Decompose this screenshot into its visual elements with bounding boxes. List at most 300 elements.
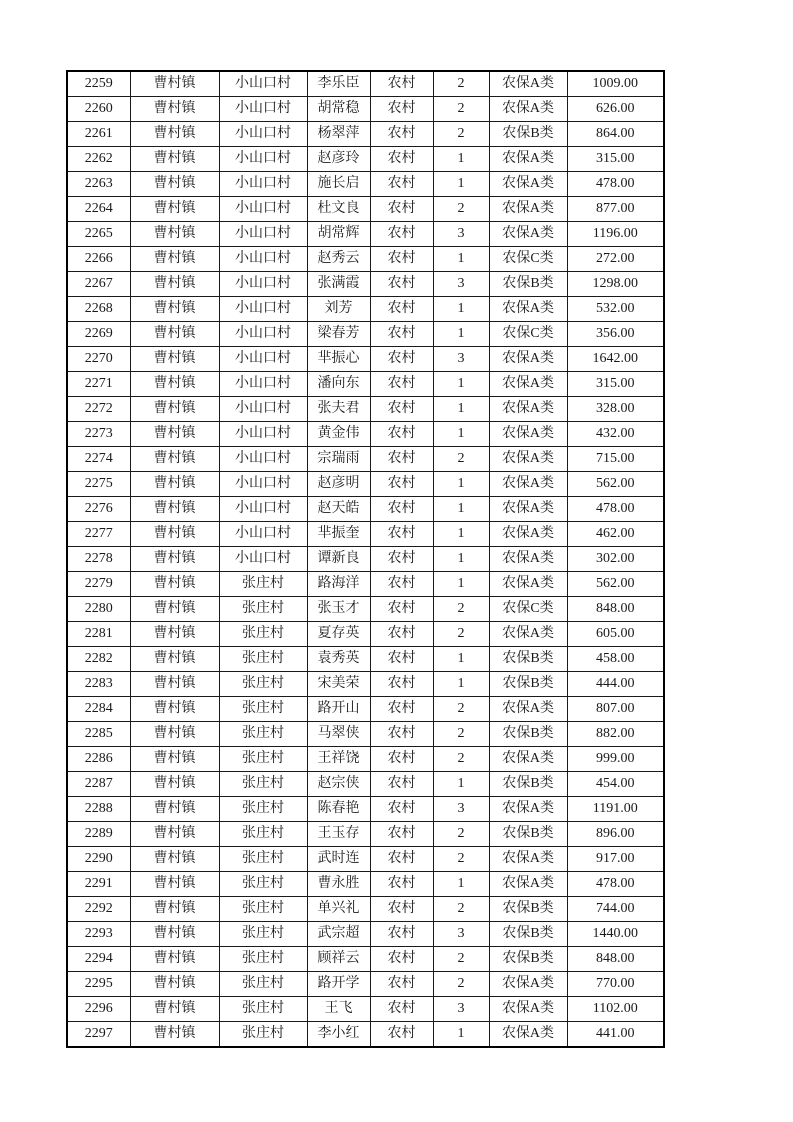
amount-cell: 1191.00 xyxy=(567,797,664,822)
serial-number-cell: 2272 xyxy=(67,397,130,422)
serial-number-cell: 2296 xyxy=(67,997,130,1022)
person-count-cell: 3 xyxy=(433,997,489,1022)
insurance-category-cell: 农保B类 xyxy=(489,922,567,947)
person-count-cell: 1 xyxy=(433,547,489,572)
person-count-cell: 1 xyxy=(433,497,489,522)
village-cell: 张庄村 xyxy=(219,822,307,847)
amount-cell: 1009.00 xyxy=(567,71,664,97)
person-count-cell: 1 xyxy=(433,172,489,197)
person-name-cell: 赵天皓 xyxy=(307,497,370,522)
person-count-cell: 1 xyxy=(433,572,489,597)
insurance-category-cell: 农保A类 xyxy=(489,622,567,647)
town-cell: 曹村镇 xyxy=(130,947,219,972)
serial-number-cell: 2263 xyxy=(67,172,130,197)
village-cell: 张庄村 xyxy=(219,697,307,722)
insurance-category-cell: 农保A类 xyxy=(489,172,567,197)
table-row xyxy=(67,672,664,697)
residence-type-cell: 农村 xyxy=(370,797,433,822)
insurance-category-cell: 农保B类 xyxy=(489,272,567,297)
serial-number-cell: 2269 xyxy=(67,322,130,347)
residence-type-cell: 农村 xyxy=(370,847,433,872)
table-row xyxy=(67,947,664,972)
residence-type-cell: 农村 xyxy=(370,222,433,247)
residence-type-cell: 农村 xyxy=(370,772,433,797)
amount-cell: 605.00 xyxy=(567,622,664,647)
table-row xyxy=(67,322,664,347)
person-name-cell: 赵彦玲 xyxy=(307,147,370,172)
serial-number-cell: 2262 xyxy=(67,147,130,172)
person-count-cell: 2 xyxy=(433,697,489,722)
table-row xyxy=(67,697,664,722)
benefits-table xyxy=(66,70,665,1048)
village-cell: 小山口村 xyxy=(219,147,307,172)
town-cell: 曹村镇 xyxy=(130,522,219,547)
village-cell: 张庄村 xyxy=(219,722,307,747)
town-cell: 曹村镇 xyxy=(130,872,219,897)
residence-type-cell: 农村 xyxy=(370,972,433,997)
village-cell: 张庄村 xyxy=(219,622,307,647)
table-row xyxy=(67,397,664,422)
amount-cell: 626.00 xyxy=(567,97,664,122)
insurance-category-cell: 农保A类 xyxy=(489,372,567,397)
amount-cell: 315.00 xyxy=(567,147,664,172)
table-row xyxy=(67,772,664,797)
residence-type-cell: 农村 xyxy=(370,747,433,772)
residence-type-cell: 农村 xyxy=(370,572,433,597)
village-cell: 小山口村 xyxy=(219,247,307,272)
person-count-cell: 2 xyxy=(433,622,489,647)
insurance-category-cell: 农保A类 xyxy=(489,997,567,1022)
town-cell: 曹村镇 xyxy=(130,922,219,947)
table-row xyxy=(67,722,664,747)
insurance-category-cell: 农保B类 xyxy=(489,672,567,697)
person-count-cell: 2 xyxy=(433,722,489,747)
residence-type-cell: 农村 xyxy=(370,422,433,447)
town-cell: 曹村镇 xyxy=(130,322,219,347)
town-cell: 曹村镇 xyxy=(130,71,219,97)
person-name-cell: 张玉才 xyxy=(307,597,370,622)
person-name-cell: 芈振心 xyxy=(307,347,370,372)
serial-number-cell: 2267 xyxy=(67,272,130,297)
insurance-category-cell: 农保A类 xyxy=(489,347,567,372)
village-cell: 张庄村 xyxy=(219,597,307,622)
person-name-cell: 刘芳 xyxy=(307,297,370,322)
person-name-cell: 赵宗侠 xyxy=(307,772,370,797)
village-cell: 小山口村 xyxy=(219,347,307,372)
serial-number-cell: 2283 xyxy=(67,672,130,697)
residence-type-cell: 农村 xyxy=(370,397,433,422)
residence-type-cell: 农村 xyxy=(370,822,433,847)
residence-type-cell: 农村 xyxy=(370,672,433,697)
person-name-cell: 谭新良 xyxy=(307,547,370,572)
village-cell: 小山口村 xyxy=(219,547,307,572)
serial-number-cell: 2290 xyxy=(67,847,130,872)
insurance-category-cell: 农保C类 xyxy=(489,597,567,622)
insurance-category-cell: 农保B类 xyxy=(489,822,567,847)
village-cell: 张庄村 xyxy=(219,647,307,672)
person-name-cell: 马翠侠 xyxy=(307,722,370,747)
serial-number-cell: 2295 xyxy=(67,972,130,997)
person-name-cell: 袁秀英 xyxy=(307,647,370,672)
serial-number-cell: 2278 xyxy=(67,547,130,572)
table-row xyxy=(67,272,664,297)
person-name-cell: 单兴礼 xyxy=(307,897,370,922)
village-cell: 小山口村 xyxy=(219,447,307,472)
amount-cell: 432.00 xyxy=(567,422,664,447)
insurance-category-cell: 农保A类 xyxy=(489,97,567,122)
residence-type-cell: 农村 xyxy=(370,922,433,947)
insurance-category-cell: 农保A类 xyxy=(489,147,567,172)
serial-number-cell: 2274 xyxy=(67,447,130,472)
amount-cell: 328.00 xyxy=(567,397,664,422)
person-count-cell: 2 xyxy=(433,71,489,97)
residence-type-cell: 农村 xyxy=(370,472,433,497)
person-name-cell: 顾祥云 xyxy=(307,947,370,972)
insurance-category-cell: 农保B类 xyxy=(489,947,567,972)
table-row xyxy=(67,597,664,622)
insurance-category-cell: 农保A类 xyxy=(489,71,567,97)
serial-number-cell: 2268 xyxy=(67,297,130,322)
table-row xyxy=(67,547,664,572)
village-cell: 小山口村 xyxy=(219,97,307,122)
insurance-category-cell: 农保A类 xyxy=(489,472,567,497)
person-count-cell: 3 xyxy=(433,222,489,247)
serial-number-cell: 2286 xyxy=(67,747,130,772)
town-cell: 曹村镇 xyxy=(130,497,219,522)
town-cell: 曹村镇 xyxy=(130,397,219,422)
serial-number-cell: 2259 xyxy=(67,71,130,97)
table-row xyxy=(67,872,664,897)
amount-cell: 272.00 xyxy=(567,247,664,272)
town-cell: 曹村镇 xyxy=(130,297,219,322)
residence-type-cell: 农村 xyxy=(370,372,433,397)
residence-type-cell: 农村 xyxy=(370,547,433,572)
amount-cell: 478.00 xyxy=(567,172,664,197)
person-name-cell: 武宗超 xyxy=(307,922,370,947)
residence-type-cell: 农村 xyxy=(370,897,433,922)
amount-cell: 1102.00 xyxy=(567,997,664,1022)
village-cell: 小山口村 xyxy=(219,372,307,397)
person-count-cell: 3 xyxy=(433,922,489,947)
person-count-cell: 3 xyxy=(433,347,489,372)
village-cell: 小山口村 xyxy=(219,297,307,322)
person-name-cell: 路海洋 xyxy=(307,572,370,597)
village-cell: 小山口村 xyxy=(219,197,307,222)
amount-cell: 562.00 xyxy=(567,472,664,497)
residence-type-cell: 农村 xyxy=(370,722,433,747)
insurance-category-cell: 农保A类 xyxy=(489,797,567,822)
village-cell: 小山口村 xyxy=(219,522,307,547)
insurance-category-cell: 农保A类 xyxy=(489,872,567,897)
town-cell: 曹村镇 xyxy=(130,272,219,297)
residence-type-cell: 农村 xyxy=(370,122,433,147)
person-count-cell: 1 xyxy=(433,647,489,672)
person-count-cell: 2 xyxy=(433,972,489,997)
village-cell: 小山口村 xyxy=(219,322,307,347)
person-name-cell: 李乐臣 xyxy=(307,71,370,97)
insurance-category-cell: 农保C类 xyxy=(489,322,567,347)
insurance-category-cell: 农保A类 xyxy=(489,422,567,447)
person-count-cell: 2 xyxy=(433,447,489,472)
person-count-cell: 1 xyxy=(433,372,489,397)
person-name-cell: 陈春艳 xyxy=(307,797,370,822)
table-row xyxy=(67,972,664,997)
residence-type-cell: 农村 xyxy=(370,872,433,897)
insurance-category-cell: 农保B类 xyxy=(489,722,567,747)
person-count-cell: 1 xyxy=(433,772,489,797)
serial-number-cell: 2261 xyxy=(67,122,130,147)
table-body xyxy=(67,71,664,1047)
person-name-cell: 夏存英 xyxy=(307,622,370,647)
insurance-category-cell: 农保A类 xyxy=(489,397,567,422)
person-name-cell: 王玉存 xyxy=(307,822,370,847)
village-cell: 张庄村 xyxy=(219,747,307,772)
amount-cell: 444.00 xyxy=(567,672,664,697)
person-count-cell: 1 xyxy=(433,147,489,172)
amount-cell: 864.00 xyxy=(567,122,664,147)
serial-number-cell: 2279 xyxy=(67,572,130,597)
insurance-category-cell: 农保A类 xyxy=(489,447,567,472)
village-cell: 小山口村 xyxy=(219,222,307,247)
town-cell: 曹村镇 xyxy=(130,997,219,1022)
insurance-category-cell: 农保A类 xyxy=(489,972,567,997)
village-cell: 张庄村 xyxy=(219,847,307,872)
person-name-cell: 施长启 xyxy=(307,172,370,197)
person-name-cell: 梁春芳 xyxy=(307,322,370,347)
table-row xyxy=(67,647,664,672)
serial-number-cell: 2275 xyxy=(67,472,130,497)
insurance-category-cell: 农保B类 xyxy=(489,772,567,797)
serial-number-cell: 2293 xyxy=(67,922,130,947)
serial-number-cell: 2288 xyxy=(67,797,130,822)
village-cell: 张庄村 xyxy=(219,922,307,947)
table-row xyxy=(67,172,664,197)
residence-type-cell: 农村 xyxy=(370,172,433,197)
residence-type-cell: 农村 xyxy=(370,1022,433,1048)
person-name-cell: 赵秀云 xyxy=(307,247,370,272)
village-cell: 小山口村 xyxy=(219,272,307,297)
person-count-cell: 3 xyxy=(433,272,489,297)
insurance-category-cell: 农保A类 xyxy=(489,497,567,522)
village-cell: 张庄村 xyxy=(219,897,307,922)
village-cell: 张庄村 xyxy=(219,972,307,997)
table-row xyxy=(67,497,664,522)
residence-type-cell: 农村 xyxy=(370,297,433,322)
town-cell: 曹村镇 xyxy=(130,797,219,822)
table-row xyxy=(67,197,664,222)
person-name-cell: 王祥饶 xyxy=(307,747,370,772)
residence-type-cell: 农村 xyxy=(370,197,433,222)
table-row xyxy=(67,622,664,647)
town-cell: 曹村镇 xyxy=(130,822,219,847)
amount-cell: 1196.00 xyxy=(567,222,664,247)
amount-cell: 562.00 xyxy=(567,572,664,597)
table-row xyxy=(67,472,664,497)
amount-cell: 848.00 xyxy=(567,947,664,972)
residence-type-cell: 农村 xyxy=(370,522,433,547)
residence-type-cell: 农村 xyxy=(370,97,433,122)
table-row xyxy=(67,522,664,547)
insurance-category-cell: 农保A类 xyxy=(489,847,567,872)
residence-type-cell: 农村 xyxy=(370,71,433,97)
person-count-cell: 1 xyxy=(433,297,489,322)
serial-number-cell: 2292 xyxy=(67,897,130,922)
person-count-cell: 1 xyxy=(433,672,489,697)
amount-cell: 896.00 xyxy=(567,822,664,847)
person-name-cell: 路开山 xyxy=(307,697,370,722)
village-cell: 张庄村 xyxy=(219,672,307,697)
serial-number-cell: 2282 xyxy=(67,647,130,672)
person-count-cell: 2 xyxy=(433,747,489,772)
residence-type-cell: 农村 xyxy=(370,622,433,647)
person-count-cell: 2 xyxy=(433,122,489,147)
serial-number-cell: 2265 xyxy=(67,222,130,247)
residence-type-cell: 农村 xyxy=(370,347,433,372)
person-name-cell: 路开学 xyxy=(307,972,370,997)
person-name-cell: 潘向东 xyxy=(307,372,370,397)
person-name-cell: 胡常稳 xyxy=(307,97,370,122)
amount-cell: 532.00 xyxy=(567,297,664,322)
table-row xyxy=(67,797,664,822)
serial-number-cell: 2271 xyxy=(67,372,130,397)
town-cell: 曹村镇 xyxy=(130,647,219,672)
table-row xyxy=(67,847,664,872)
residence-type-cell: 农村 xyxy=(370,647,433,672)
insurance-category-cell: 农保A类 xyxy=(489,297,567,322)
person-name-cell: 张夫君 xyxy=(307,397,370,422)
amount-cell: 848.00 xyxy=(567,597,664,622)
table-row xyxy=(67,247,664,272)
person-count-cell: 2 xyxy=(433,97,489,122)
person-name-cell: 杨翠萍 xyxy=(307,122,370,147)
person-name-cell: 曹永胜 xyxy=(307,872,370,897)
amount-cell: 1298.00 xyxy=(567,272,664,297)
town-cell: 曹村镇 xyxy=(130,697,219,722)
amount-cell: 917.00 xyxy=(567,847,664,872)
amount-cell: 877.00 xyxy=(567,197,664,222)
insurance-category-cell: 农保A类 xyxy=(489,572,567,597)
village-cell: 张庄村 xyxy=(219,772,307,797)
insurance-category-cell: 农保A类 xyxy=(489,747,567,772)
amount-cell: 302.00 xyxy=(567,547,664,572)
town-cell: 曹村镇 xyxy=(130,447,219,472)
serial-number-cell: 2277 xyxy=(67,522,130,547)
town-cell: 曹村镇 xyxy=(130,847,219,872)
serial-number-cell: 2280 xyxy=(67,597,130,622)
serial-number-cell: 2291 xyxy=(67,872,130,897)
table-row xyxy=(67,347,664,372)
town-cell: 曹村镇 xyxy=(130,972,219,997)
serial-number-cell: 2266 xyxy=(67,247,130,272)
person-name-cell: 宗瑞雨 xyxy=(307,447,370,472)
table-row xyxy=(67,822,664,847)
amount-cell: 882.00 xyxy=(567,722,664,747)
insurance-category-cell: 农保A类 xyxy=(489,197,567,222)
residence-type-cell: 农村 xyxy=(370,597,433,622)
person-count-cell: 2 xyxy=(433,947,489,972)
town-cell: 曹村镇 xyxy=(130,772,219,797)
town-cell: 曹村镇 xyxy=(130,472,219,497)
insurance-category-cell: 农保A类 xyxy=(489,1022,567,1048)
person-count-cell: 1 xyxy=(433,472,489,497)
town-cell: 曹村镇 xyxy=(130,547,219,572)
village-cell: 小山口村 xyxy=(219,422,307,447)
town-cell: 曹村镇 xyxy=(130,122,219,147)
amount-cell: 770.00 xyxy=(567,972,664,997)
person-count-cell: 1 xyxy=(433,397,489,422)
town-cell: 曹村镇 xyxy=(130,147,219,172)
insurance-category-cell: 农保B类 xyxy=(489,122,567,147)
person-count-cell: 1 xyxy=(433,1022,489,1048)
town-cell: 曹村镇 xyxy=(130,222,219,247)
town-cell: 曹村镇 xyxy=(130,622,219,647)
village-cell: 小山口村 xyxy=(219,122,307,147)
table-row xyxy=(67,1022,664,1048)
serial-number-cell: 2294 xyxy=(67,947,130,972)
village-cell: 张庄村 xyxy=(219,997,307,1022)
insurance-category-cell: 农保A类 xyxy=(489,522,567,547)
village-cell: 小山口村 xyxy=(219,172,307,197)
serial-number-cell: 2281 xyxy=(67,622,130,647)
town-cell: 曹村镇 xyxy=(130,247,219,272)
table-row xyxy=(67,297,664,322)
person-name-cell: 李小红 xyxy=(307,1022,370,1048)
amount-cell: 999.00 xyxy=(567,747,664,772)
table-row xyxy=(67,572,664,597)
village-cell: 小山口村 xyxy=(219,497,307,522)
person-count-cell: 3 xyxy=(433,797,489,822)
amount-cell: 1642.00 xyxy=(567,347,664,372)
town-cell: 曹村镇 xyxy=(130,897,219,922)
person-name-cell: 杜文良 xyxy=(307,197,370,222)
serial-number-cell: 2287 xyxy=(67,772,130,797)
residence-type-cell: 农村 xyxy=(370,497,433,522)
town-cell: 曹村镇 xyxy=(130,97,219,122)
residence-type-cell: 农村 xyxy=(370,147,433,172)
person-count-cell: 1 xyxy=(433,522,489,547)
village-cell: 张庄村 xyxy=(219,572,307,597)
person-name-cell: 王飞 xyxy=(307,997,370,1022)
person-name-cell: 武时连 xyxy=(307,847,370,872)
amount-cell: 744.00 xyxy=(567,897,664,922)
town-cell: 曹村镇 xyxy=(130,722,219,747)
town-cell: 曹村镇 xyxy=(130,347,219,372)
table-row xyxy=(67,997,664,1022)
amount-cell: 807.00 xyxy=(567,697,664,722)
town-cell: 曹村镇 xyxy=(130,422,219,447)
insurance-category-cell: 农保B类 xyxy=(489,897,567,922)
town-cell: 曹村镇 xyxy=(130,1022,219,1048)
amount-cell: 478.00 xyxy=(567,497,664,522)
person-name-cell: 芈振奎 xyxy=(307,522,370,547)
person-count-cell: 1 xyxy=(433,247,489,272)
table-row xyxy=(67,922,664,947)
person-name-cell: 黄金伟 xyxy=(307,422,370,447)
village-cell: 张庄村 xyxy=(219,1022,307,1048)
village-cell: 小山口村 xyxy=(219,397,307,422)
serial-number-cell: 2270 xyxy=(67,347,130,372)
residence-type-cell: 农村 xyxy=(370,272,433,297)
insurance-category-cell: 农保C类 xyxy=(489,247,567,272)
amount-cell: 715.00 xyxy=(567,447,664,472)
town-cell: 曹村镇 xyxy=(130,672,219,697)
village-cell: 小山口村 xyxy=(219,472,307,497)
table-row xyxy=(67,897,664,922)
town-cell: 曹村镇 xyxy=(130,172,219,197)
insurance-category-cell: 农保A类 xyxy=(489,697,567,722)
serial-number-cell: 2260 xyxy=(67,97,130,122)
table-row xyxy=(67,122,664,147)
